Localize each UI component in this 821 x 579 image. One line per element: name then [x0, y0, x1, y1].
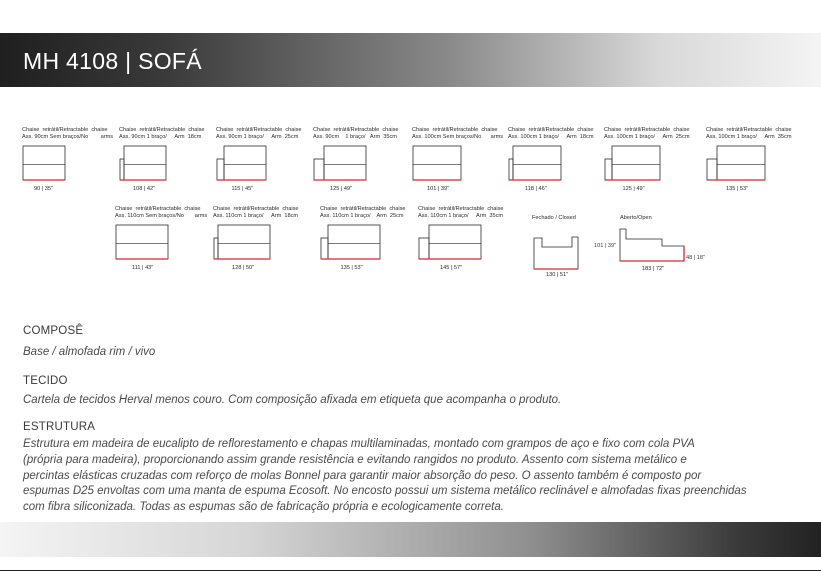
sofa-caption-line2: Ass. 110cm Sem braços/No arms: [115, 213, 208, 219]
sofa-seat: [413, 146, 461, 180]
sofa-diagram: [216, 127, 306, 197]
sofa-diagram: [706, 127, 796, 197]
sofa-diagram: [115, 206, 208, 276]
sofa-diagram: [213, 206, 303, 276]
sofa-caption-line1: Chaise retrátil/Retractable chaise: [412, 127, 498, 133]
open-side-view: [618, 215, 698, 275]
closed-width-dim: 130 | 51": [546, 272, 569, 278]
estrutura-heading: ESTRUTURA: [23, 421, 96, 433]
sofa-caption-line1: Chaise retrátil/Retractable chaise: [22, 127, 108, 133]
sofa-arm: [419, 238, 429, 259]
estrutura-line: espumas D25 envoltas com uma manta de espuma Ecosoft. No encosto possui um sistema metálico reclinável e almofadas fixas preenchidas: [23, 485, 747, 498]
sofa-shape: [119, 145, 171, 185]
sofa-shape: [213, 224, 275, 264]
sofa-caption-line2: Ass. 90cm 1 braço/ Arm 35cm: [313, 134, 397, 140]
compose-body: Base / almofada rim / vivo: [23, 346, 156, 358]
sofa-shape: [216, 145, 271, 185]
closed-height-dim: 101 | 39": [594, 243, 617, 249]
sofa-caption-line2: Ass. 90cm Sem braços/No arms: [22, 134, 114, 140]
estrutura-line: com fibra siliconizada. Todas as espumas são de fabricação própria e ecologicamente correta.: [23, 501, 504, 514]
sofa-arm: [321, 238, 328, 259]
tecido-heading: TECIDO: [23, 375, 68, 387]
sofa-arm: [605, 159, 612, 180]
sofa-diagram: [508, 127, 598, 197]
sofa-shape: [22, 145, 70, 185]
sofa-caption-line2: Ass. 100cm 1 braço/ Arm 35cm: [706, 134, 792, 140]
sofa-diagram: [418, 206, 508, 276]
sofa-width-dim: 118 | 46": [525, 186, 547, 192]
closed-sofa-shape: [532, 225, 592, 275]
bottom-rule: [0, 570, 821, 571]
sofa-seat: [717, 146, 765, 180]
sofa-shape: [412, 145, 466, 185]
sofa-caption-line1: Chaise retrátil/Retractable chaise: [706, 127, 792, 133]
open-width-dim: 183 | 72": [642, 266, 665, 272]
sofa-caption: [508, 127, 594, 141]
sofa-caption: [412, 127, 503, 141]
sofa-caption: [216, 127, 302, 141]
sofa-diagram: [313, 127, 403, 197]
sofa-caption-line1: Chaise retrátil/Retractable chaise: [313, 127, 399, 133]
closed-label: Fechado / Closed: [532, 215, 576, 221]
sofa-caption-line1: Chaise retrátil/Retractable chaise: [418, 206, 504, 212]
sofa-arm: [314, 159, 324, 180]
sofa-shape: [604, 145, 665, 185]
sofa-caption: [313, 127, 399, 141]
sofa-width-dim: 135 | 53": [726, 186, 749, 192]
sofa-caption: [418, 206, 504, 220]
sofa-diagram: [604, 127, 694, 197]
sofa-caption-line2: Ass. 100cm 1 braço/ Arm 18cm: [508, 134, 594, 140]
tecido-body: Cartela de tecidos Herval menos couro. Com composição afixada em etiqueta que acompanha o produto.: [23, 394, 562, 406]
sofa-width-dim: 115 | 45": [231, 186, 254, 192]
sofa-seat: [328, 225, 380, 259]
sofa-shape: [320, 224, 385, 264]
page-title: MH 4108 | SOFÁ: [23, 48, 202, 74]
sofa-width-dim: 108 | 42": [133, 186, 156, 192]
sofa-width-dim: 125 | 49": [330, 186, 353, 192]
sofa-seat: [116, 225, 168, 259]
sofa-width-dim: 135 | 53": [340, 265, 363, 271]
compose-heading: COMPOSÊ: [23, 325, 84, 337]
sofa-caption: [22, 127, 113, 141]
sofa-arm: [217, 159, 224, 180]
closed-side-view: [532, 215, 592, 278]
sofa-caption: [604, 127, 690, 141]
sofa-arm: [120, 159, 124, 180]
sofa-caption: [213, 206, 299, 220]
sofa-caption-line2: Ass. 110cm 1 braço/ Arm 35cm: [418, 213, 504, 219]
sofa-arm: [214, 238, 218, 259]
sofa-width-dim: 125 | 49": [622, 186, 645, 192]
sofa-caption-line1: Chaise retrátil/Retractable chaise: [508, 127, 594, 133]
sofa-seat: [612, 146, 660, 180]
sofa-diagram: [119, 127, 209, 197]
sofa-caption-line2: Ass. 110cm 1 braço/ Arm 18cm: [213, 213, 299, 219]
sofa-shape: [508, 145, 566, 185]
sofa-caption: [119, 127, 205, 141]
sofa-seat: [513, 146, 561, 180]
estrutura-body: [23, 437, 783, 516]
sofa-caption: [706, 127, 792, 141]
sofa-width-dim: 145 | 57": [440, 265, 463, 271]
sofa-caption-line1: Chaise retrátil/Retractable chaise: [604, 127, 690, 133]
sofa-seat: [324, 146, 366, 180]
sofa-width-dim: 101 | 39": [427, 186, 450, 192]
estrutura-line: percintas elásticas cruzadas com reforço de molas Bonnel para garantir maior absorção do peso. O assento também é composto por: [23, 469, 702, 482]
sofa-shape: [115, 224, 173, 264]
sofa-width-dim: 111 | 43": [132, 265, 154, 271]
open-height-dim: 48 | 18": [686, 255, 705, 261]
sofa-caption-line2: Ass. 90cm 1 braço/ Arm 25cm: [216, 134, 299, 140]
sofa-caption-line1: Chaise retrátil/Retractable chaise: [320, 206, 406, 212]
sofa-width-dim: 128 | 50": [232, 265, 255, 271]
sofa-seat: [429, 225, 481, 259]
sofa-shape: [313, 145, 371, 185]
sofa-seat: [224, 146, 266, 180]
sofa-caption: [320, 206, 406, 220]
sofa-shape: [706, 145, 770, 185]
sofa-caption-line1: Chaise retrátil/Retractable chaise: [115, 206, 201, 212]
sofa-caption: [115, 206, 207, 220]
sofa-width-dim: 90 | 35": [34, 186, 53, 192]
sofa-caption-line1: Chaise retrátil/Retractable chaise: [216, 127, 302, 133]
sofa-arm: [509, 159, 513, 180]
sofa-diagram: [320, 206, 410, 276]
sofa-caption-line1: Chaise retrátil/Retractable chaise: [213, 206, 299, 212]
estrutura-line: Estrutura em madeira de eucalipto de reflorestamento e chapas multilaminadas, montado com grampos de aço e fixo com cola PVA: [23, 438, 695, 450]
sofa-diagram: [412, 127, 502, 197]
sofa-seat: [124, 146, 166, 180]
open-label: Aberto/Open: [620, 215, 652, 221]
sofa-seat: [218, 225, 270, 259]
sofa-caption-line2: Ass. 100cm Sem braços/No arms: [412, 134, 504, 140]
sofa-caption-line2: Ass. 100cm 1 braço/ Arm 25cm: [604, 134, 690, 140]
sofa-arm: [707, 159, 717, 180]
sofa-caption-line2: Ass. 90cm 1 braço/ Arm 18cm: [119, 134, 202, 140]
footer-bar: [0, 522, 821, 557]
estrutura-line: (própria para madeira), proporcionando assim grande resistência e evitando rangidos no produto. Assento com sistema metálico e: [23, 453, 687, 466]
sofa-seat: [23, 146, 65, 180]
sofa-caption-line1: Chaise retrátil/Retractable chaise: [119, 127, 205, 133]
sofa-caption-line2: Ass. 110cm 1 braço/ Arm 25cm: [320, 213, 404, 219]
sofa-diagram: [22, 127, 112, 197]
sofa-shape: [418, 224, 486, 264]
